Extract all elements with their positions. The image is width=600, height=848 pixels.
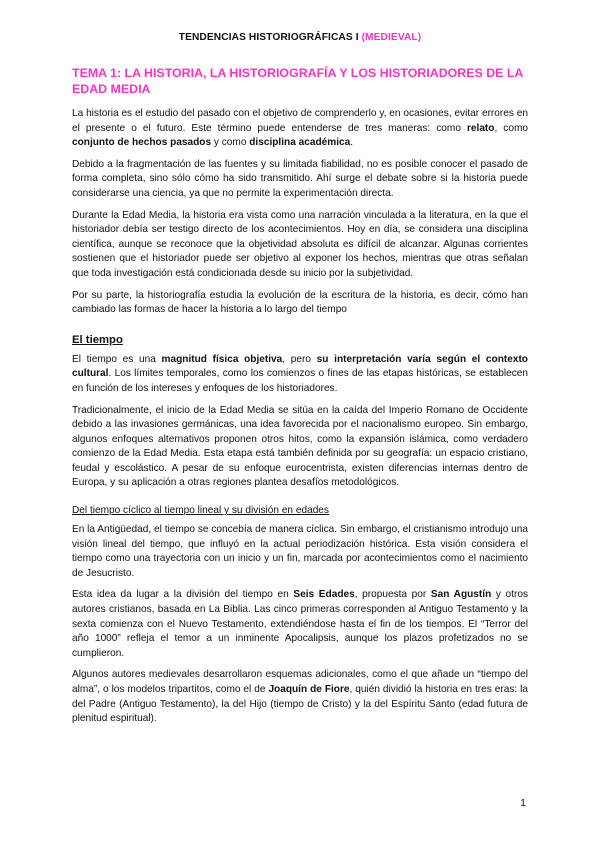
bold-term: San Agustín [430, 589, 492, 601]
tema-title: TEMA 1: LA HISTORIA, LA HISTORIOGRAFÍA Y LOS HISTORIADORES DE LA EDAD MEDIA [72, 66, 523, 96]
text-run: La historia es el estudio del pasado con el objetivo de comprenderlo y, en ocasiones, evitar errores en el presente o el futuro. Este término puede entenderse de tres maneras: como [72, 108, 528, 134]
text-run: y otros autores cristianos, basada en La Biblia. Las cinco primeras corresponden al Antiguo Testamento y la sexta comienza con el Nuevo Testamento, extendiéndose hasta el fin de los tiempos. El “Terror del año 1000” refleja el temor a un inminente Apocalipsis, aunque los plazos profetizados no se cumplieron. [72, 589, 529, 659]
header-highlight: (MEDIEVAL) [361, 32, 422, 43]
page-number: 1 [520, 797, 526, 809]
text-run: . Los límites temporales, como los comienzos o fines de las etapas históricas, se establecen en función de los intereses y enfoques de los historiadores. [72, 368, 528, 394]
header-title: TENDENCIAS HISTORIOGRÁFICAS I [178, 32, 362, 43]
text-run: , propuesta por [354, 589, 431, 601]
bold-term: conjunto de hechos pasados [72, 137, 212, 149]
page-header [72, 32, 528, 43]
tiempo-paragraph-1 [72, 353, 528, 397]
intro-paragraph-2: Debido a la fragmentación de las fuentes y su limitada fiabilidad, no es posible conocer el pasado de forma completa, sino sólo cómo ha sido transmitido. Ahí surge el debate sobre si la historia puede considerarse una ciencia, ya que no permite la experimentación directa. [72, 158, 528, 199]
text-run: Esta idea da lugar a la división del tiempo en [72, 589, 294, 601]
intro-paragraph-3: Durante la Edad Media, la historia era vista como una narración vinculada a la literatura, en la que el historiador debía ser testigo directo de los acontecimientos. Hoy en día, se considera una disciplina científica, aunque se reconoce que la objetividad absoluta es difícil de alcanzar. Algunas corrientes sostienen que el historiador puede ser objetivo al exponer los hechos, mientras que otras señalan que toda investigación está condicionada desde su inicio por la subjetividad. [72, 209, 528, 279]
text-run: , pero [282, 353, 317, 365]
bold-term: Seis Edades [293, 589, 355, 601]
subsection-heading-ciclico: Del tiempo cíclico al tiempo lineal y su división en edades [72, 505, 329, 517]
text-run: , quién dividió la historia en tres eras: la del Padre (Antiguo Testamento), la del Hijo (tiempo de Cristo) y la del Espíritu Santo (edad futura de plenitud espiritual). [72, 684, 528, 725]
text-run: Algunos autores medievales desarrollaron esquemas adicionales, como el que añade un “tiempo del alma”, o los modelos tripartitos, como el de [72, 669, 528, 695]
intro-paragraph-4: Por su parte, la historiografía estudia la evolución de la escritura de la historia, es decir, cómo han cambiado las formas de hacer la historia a lo largo del tiempo [72, 289, 528, 316]
bold-term: su interpretación varía según el contexto cultural [72, 353, 528, 380]
ciclico-paragraph-3 [72, 668, 528, 726]
bold-term: magnitud física objetiva [161, 353, 283, 365]
text-run: . [350, 137, 354, 149]
document-page [72, 32, 528, 727]
text-run: y como [211, 137, 250, 149]
text-run: , como [494, 122, 528, 134]
intro-paragraph-1 [72, 107, 528, 151]
tiempo-paragraph-2: Tradicionalmente, el inicio de la Edad Media se sitúa en la caída del Imperio Romano de Occidente debido a las invasiones germánicas, una idea favorecida por el nacionalismo europeo. Sin embargo, algunos enfoques alternativos proponen otros hitos, como la expansión islámica, como verdadero comienzo de la Edad Media. Esta etapa está también definida por su geografía: un espacio cristiano, feudal y escolástico. A pesar de su enfoque eurocentrista, existen diferencias internas dentro de Europa, y su aplicación a otras regiones plantea desafíos metodológicos. [72, 404, 528, 489]
ciclico-paragraph-2 [72, 588, 528, 661]
bold-term: disciplina académica [249, 137, 351, 149]
ciclico-paragraph-1: En la Antigüedad, el tiempo se concebía de manera cíclica. Sin embargo, el cristianismo introdujo una visión lineal del tiempo, que influyó en la actual periodización histórica. Esta visión considera el tiempo como una trayectoria con un inicio y un fin, marcada por acontecimientos como el nacimiento de Jesucristo. [72, 524, 528, 579]
text-run: El tiempo es una [72, 353, 162, 365]
bold-term: Joaquín de Fiore [268, 684, 350, 695]
section-heading-tiempo: El tiempo [72, 333, 123, 346]
bold-term: relato [466, 122, 495, 134]
